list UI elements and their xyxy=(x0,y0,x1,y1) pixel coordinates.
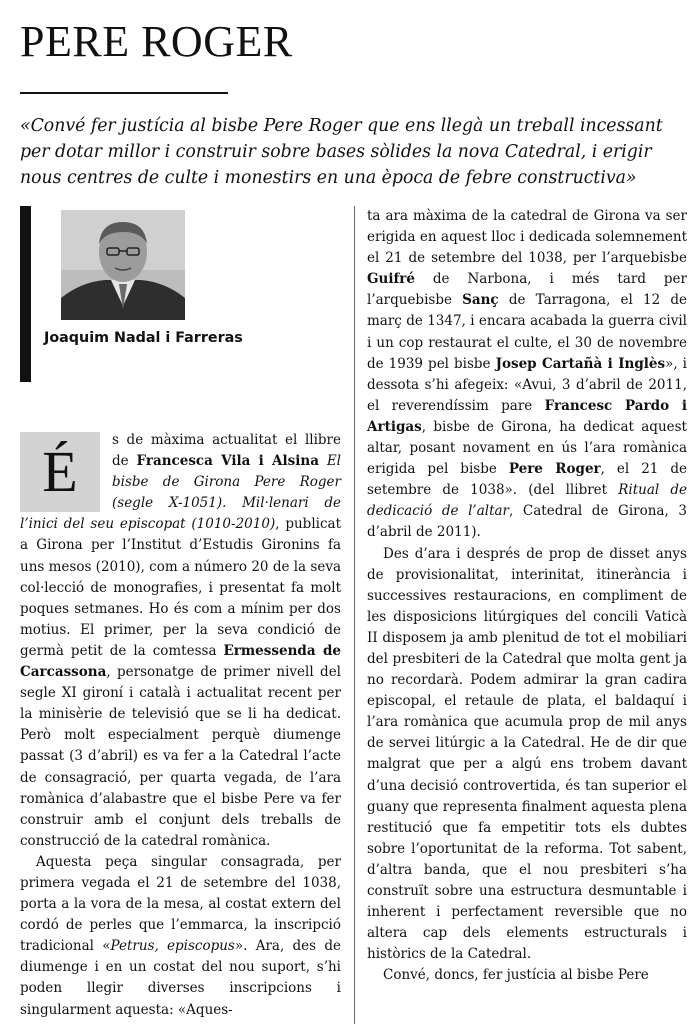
bold-name: Pere Roger xyxy=(508,461,601,478)
article-column-2 xyxy=(367,206,687,986)
text-run: , el 21 de setembre de 1038». (del llibret xyxy=(367,461,687,499)
text-run: Convé, doncs, fer justícia al bisbe Pere xyxy=(383,967,649,984)
bold-name: Josep Cartañà i Inglès xyxy=(495,355,666,372)
paragraph-1 xyxy=(20,430,341,852)
text-run: s de màxima actualitat el llibre de xyxy=(112,432,341,470)
article-column-1 xyxy=(20,430,341,1021)
italic-title: Ritual de dedicació de l’altar xyxy=(367,482,688,520)
paragraph-2 xyxy=(20,852,341,1021)
text-run: de Tarragona, el 12 de març de 1347, i encara acabada la guerra civil i un cop restaurat el culte, el 30 de novembre de 1939 pel bisbe xyxy=(367,292,688,372)
italic-title: Petrus, episcopus xyxy=(110,938,235,955)
author-box xyxy=(20,206,340,382)
text-run xyxy=(319,453,327,469)
bold-name: Francesc Pardo i Artigas xyxy=(367,397,687,435)
text-run: , publicat a Girona per l’Institut d’Estudis Gironins fa uns mesos (2010), com a número 20 de la seva col·lecció de monografies, i presentat fa molt poques setmanes. Ho és com a mínim per dos motius. El primer, per la seva condició de germà petit de la comtessa xyxy=(20,516,341,659)
author-photo xyxy=(61,210,185,320)
bold-name: Francesca Vila i Alsina xyxy=(136,453,319,470)
text-run: Des d’ara i després de prop de disset anys de provisionalitat, interinitat, itinerància i successives restauracions, en compliment de les disposicions litúrgiques del concili Vaticà II disposem ja amb plenitud de tot el mobiliari del presbiteri de la Catedral que molta gent ja no recordarà. Podem admirar la gran cadira episcopal, el retaule de plata, el baldaquí i l’ara romànica que acumula prop de mil anys de servei litúrgic a la Catedral. He de dir que malgrat que per a algú ens trobem davant d’una decisió controvertida, és tan superior el guany que representa finalment aquesta plena restitució que fa empetitir tots els dubtes sobre l’oportunitat de la reforma. Tot sabent, d’altra banda, que el nou presbiteri s’ha construït sobre una estructura desmuntable i inherent i perfectament reversible que no altera cap dels elements estructurals i històrics de la Catedral. xyxy=(367,545,687,963)
headline-rule xyxy=(20,92,228,94)
author-bar xyxy=(20,206,31,382)
text-run: Aquesta peça singular consagrada, per primera vegada el 21 de setembre del 1038, porta a la vora de la mesa, al costat extern del cordó de perles que l’emmarca, la inscripció tradicional « xyxy=(20,853,341,955)
text-run: de Narbona, i més tard per l’arquebisbe xyxy=(367,271,687,309)
text-run: , personatge de primer nivell del segle XI gironí i català i actualitat recent per la minisèrie de televisió que se li ha dedicat. Però molt especialment perquè diumenge passat (3 d’abril) es va fer a la Catedral l’acte de consagració, per quarta vegada, de l’ara romànica d’alabastre que el bisbe Pere va fer construir amb el conjunt dels treballs de construcció de la catedral romànica. xyxy=(20,664,341,849)
text-run: ta ara màxima de la catedral de Girona va ser erigida en aquest lloc i dedicada solemnement el 21 de setembre del 1038, per l’arquebisbe xyxy=(367,208,687,267)
paragraph-4 xyxy=(367,965,687,986)
text-run: ». Ara, des de diumenge i en un costat del nou suport, s’hi poden llegir diverses inscripcions i singularment aquesta: «Aques- xyxy=(20,938,341,1018)
author-name: Joaquim Nadal i Farreras xyxy=(44,330,243,346)
headline: PERE ROGER xyxy=(20,17,293,66)
text-run: », i dessota s’hi afegeix: «Avui, 3 d’abril de 2011, el reverendíssim pare xyxy=(367,355,687,414)
bold-name: Ermessenda de Carcassona xyxy=(20,642,341,681)
bold-name: Sanç xyxy=(462,292,499,309)
text-run: , bisbe de Girona, ha dedicat aquest altar, posant novament en ús l’ara romànica erigida pel bisbe xyxy=(367,418,687,478)
text-run: , Catedral de Girona, 3 d’abril de 2011). xyxy=(367,503,687,541)
pull-quote: «Convé fer justícia al bisbe Pere Roger que ens llegà un treball incessant per dotar millor i construir sobre bases sòlides la nova Catedral, i erigir nous centres de culte i monestirs en una època de febre constructiva» xyxy=(20,116,663,188)
bold-name: Guifré xyxy=(367,271,415,288)
column-divider xyxy=(354,206,355,1024)
paragraph-3 xyxy=(367,544,687,966)
paragraph-continued xyxy=(367,206,687,544)
italic-title: El bisbe de Girona Pere Roger (segle X-1051). Mil·lenari de l’inici del seu episcopat (1010-2010) xyxy=(20,453,341,533)
drop-cap: É xyxy=(20,432,100,512)
